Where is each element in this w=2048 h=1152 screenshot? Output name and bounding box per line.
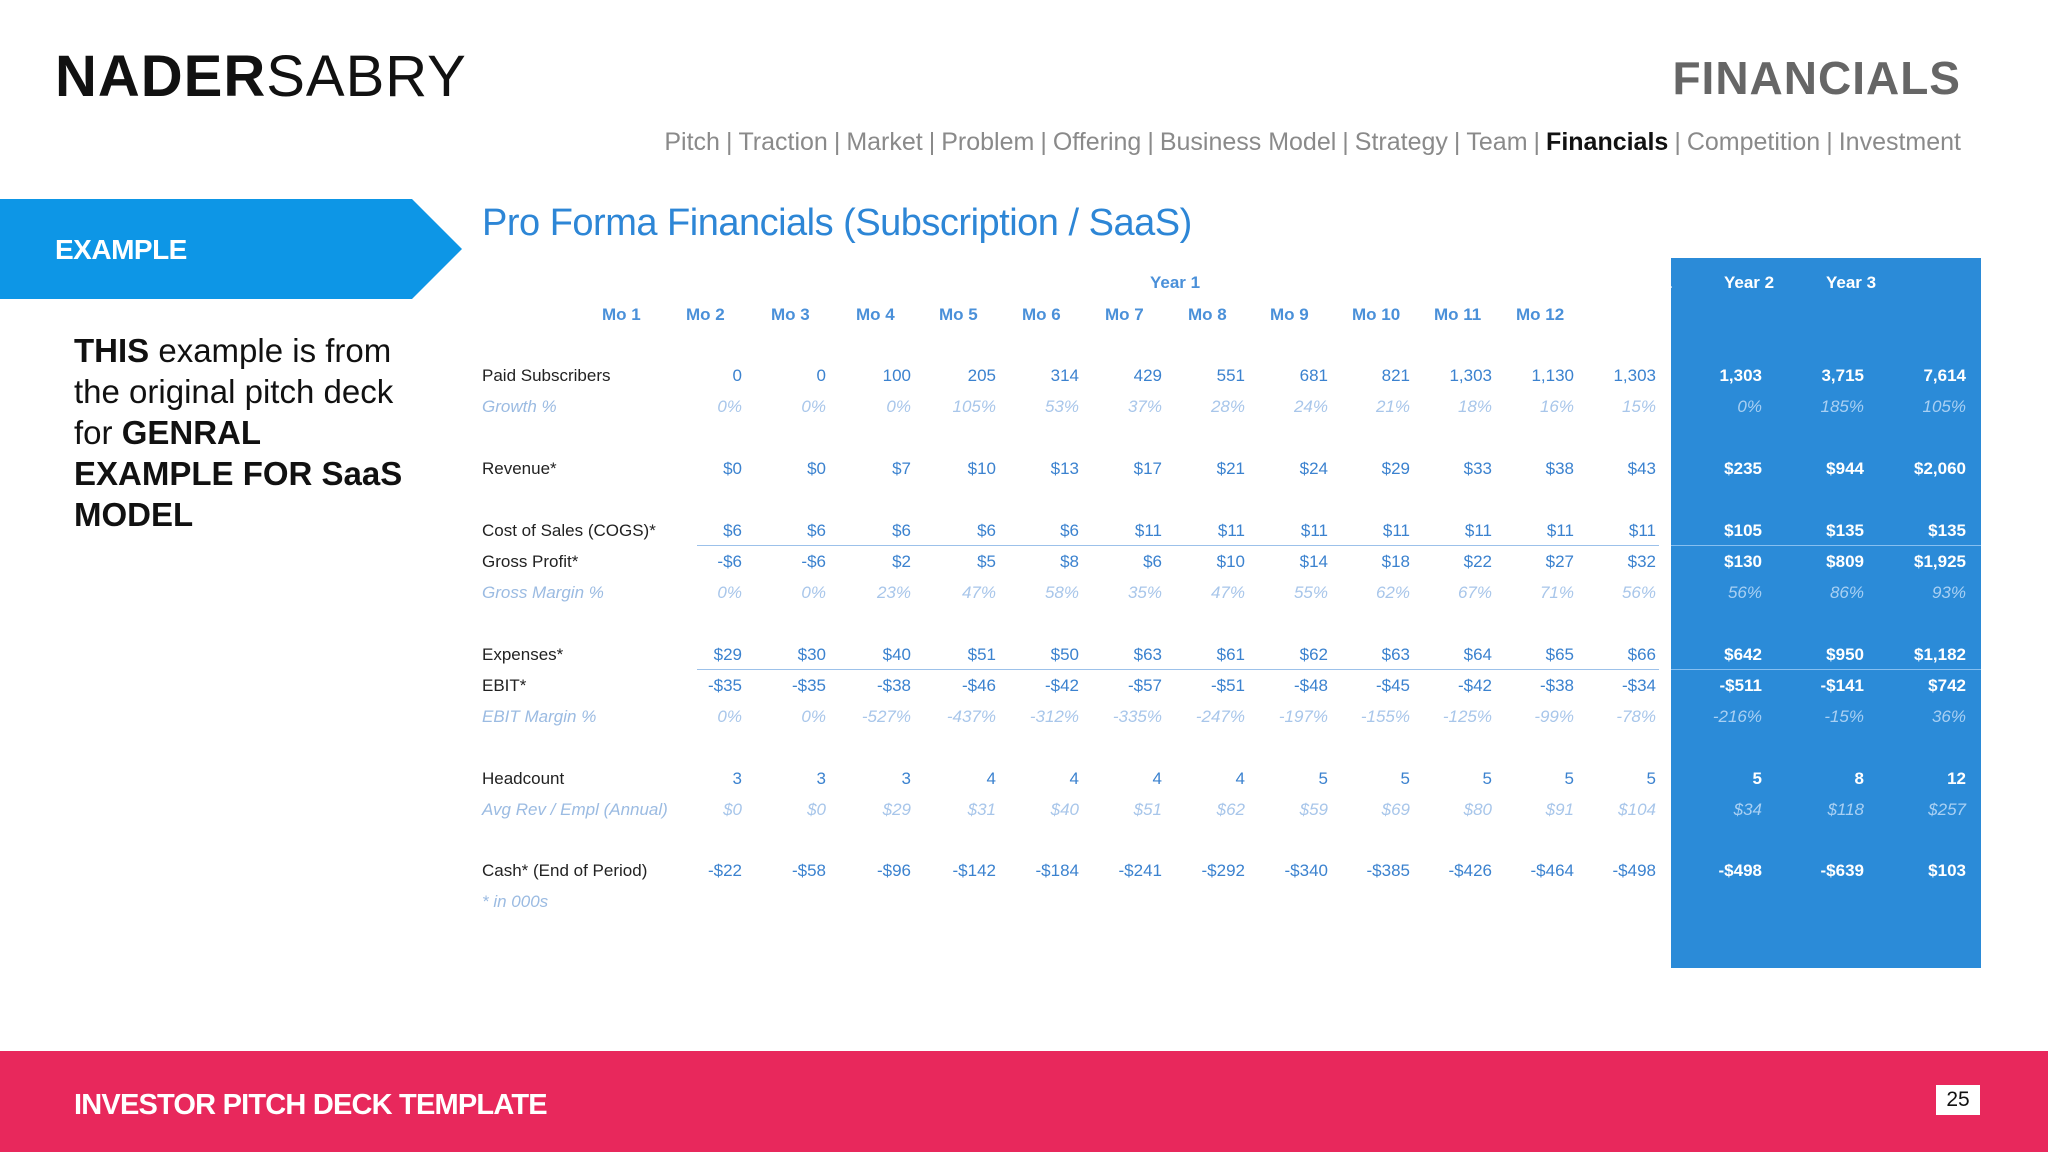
month-value: -197% bbox=[1278, 707, 1328, 726]
nav-separator: | bbox=[1040, 128, 1047, 156]
month-value: 0% bbox=[717, 583, 742, 602]
year-value: $135 bbox=[1826, 521, 1864, 540]
nav-item-offering[interactable]: Offering bbox=[1052, 128, 1142, 156]
month-value: $17 bbox=[1133, 459, 1162, 478]
month-value: $43 bbox=[1627, 459, 1656, 478]
month-value: $66 bbox=[1627, 645, 1656, 664]
year-value: -$639 bbox=[1820, 861, 1864, 880]
month-value: 47% bbox=[1210, 583, 1245, 602]
month-value: 28% bbox=[1210, 397, 1245, 416]
month-value: 3 bbox=[732, 769, 742, 788]
month-value: $11 bbox=[1546, 521, 1574, 540]
nav-item-financials[interactable]: Financials bbox=[1546, 128, 1669, 156]
table-title: Pro Forma Financials (Subscription / SaaS) bbox=[482, 202, 1192, 244]
month-value: -247% bbox=[1195, 707, 1245, 726]
brand-name-light: SABRY bbox=[266, 44, 467, 109]
month-value: -$57 bbox=[1127, 676, 1162, 695]
nav-item-investment[interactable]: Investment bbox=[1838, 128, 1961, 156]
month-value: 16% bbox=[1539, 397, 1574, 416]
ribbon-label: EXAMPLE bbox=[55, 234, 187, 265]
month-value: -$96 bbox=[876, 861, 911, 880]
month-value: $6 bbox=[807, 521, 826, 540]
row-label: Cost of Sales (COGS)* bbox=[482, 521, 656, 540]
month-value: 5 bbox=[1482, 769, 1492, 788]
month-value: -$34 bbox=[1621, 676, 1656, 695]
footer-bar bbox=[0, 1051, 2048, 1152]
month-value: 47% bbox=[961, 583, 996, 602]
footer-label: INVESTOR PITCH DECK TEMPLATE bbox=[74, 1089, 547, 1121]
month-value: 105% bbox=[952, 397, 996, 416]
month-value: -$42 bbox=[1457, 676, 1492, 695]
month-value: $33 bbox=[1463, 459, 1492, 478]
month-value: 35% bbox=[1127, 583, 1162, 602]
year-value: 105% bbox=[1922, 397, 1966, 416]
month-value: $27 bbox=[1545, 552, 1574, 571]
year-value: $118 bbox=[1827, 800, 1864, 819]
year-value: 86% bbox=[1829, 583, 1864, 602]
month-value: $104 bbox=[1618, 800, 1656, 819]
month-value: $50 bbox=[1050, 645, 1079, 664]
year-value: $257 bbox=[1928, 800, 1966, 819]
year1-group-header: Year 1 bbox=[1150, 273, 1201, 292]
month-value: 67% bbox=[1457, 583, 1492, 602]
row-label: EBIT Margin % bbox=[482, 707, 597, 726]
year-value: $742 bbox=[1928, 676, 1966, 695]
month-value: 56% bbox=[1621, 583, 1656, 602]
month-value: $13 bbox=[1050, 459, 1079, 478]
row-label: Gross Profit* bbox=[482, 552, 579, 571]
month-value: 4 bbox=[1235, 769, 1245, 788]
month-value: $80 bbox=[1463, 800, 1492, 819]
month-value: -$426 bbox=[1448, 861, 1492, 880]
month-value: 0% bbox=[801, 397, 826, 416]
month-header: Mo 1 bbox=[602, 305, 641, 324]
month-value: $40 bbox=[882, 645, 911, 664]
month-value: $10 bbox=[967, 459, 996, 478]
year-value: 93% bbox=[1931, 583, 1966, 602]
nav-separator: | bbox=[1533, 128, 1541, 156]
month-value: $91 bbox=[1545, 800, 1574, 819]
month-value: 1,303 bbox=[1613, 366, 1656, 385]
month-value: 3 bbox=[816, 769, 826, 788]
nav-separator: | bbox=[1826, 128, 1833, 156]
table-rule bbox=[697, 545, 1659, 546]
month-value: $65 bbox=[1545, 645, 1574, 664]
year-header: Year 3 bbox=[1826, 273, 1877, 292]
month-value: 24% bbox=[1293, 397, 1328, 416]
table-footnote: * in 000s bbox=[482, 892, 549, 911]
row-label: Expenses* bbox=[482, 645, 564, 664]
year-value: $809 bbox=[1826, 552, 1864, 571]
nav-separator: | bbox=[928, 128, 936, 156]
month-value: -$464 bbox=[1530, 861, 1574, 880]
year-value: 3,715 bbox=[1821, 366, 1864, 385]
month-value: $11 bbox=[1464, 521, 1492, 540]
month-value: 3 bbox=[901, 769, 911, 788]
nav-separator: | bbox=[1674, 128, 1681, 156]
month-value: -$45 bbox=[1375, 676, 1410, 695]
month-header: Mo 8 bbox=[1188, 305, 1227, 324]
month-value: $64 bbox=[1463, 645, 1492, 664]
month-value: -$51 bbox=[1210, 676, 1245, 695]
month-value: $7 bbox=[892, 459, 911, 478]
month-value: -155% bbox=[1360, 707, 1410, 726]
month-value: 5 bbox=[1564, 769, 1574, 788]
year-value: $944 bbox=[1826, 459, 1864, 478]
note-lead: THIS bbox=[74, 332, 150, 369]
month-value: -$6 bbox=[801, 552, 826, 571]
nav-item-market[interactable]: Market bbox=[846, 128, 923, 156]
month-value: 681 bbox=[1299, 366, 1328, 385]
month-value: $61 bbox=[1216, 645, 1245, 664]
month-value: -$35 bbox=[791, 676, 826, 695]
month-value: 429 bbox=[1133, 366, 1162, 385]
month-value: $14 bbox=[1299, 552, 1328, 571]
month-value: -$38 bbox=[876, 676, 911, 695]
year-value: $135 bbox=[1928, 521, 1966, 540]
row-label: Avg Rev / Empl (Annual) bbox=[482, 800, 668, 819]
month-value: $59 bbox=[1299, 800, 1328, 819]
year-value: 0% bbox=[1737, 397, 1762, 416]
year-value: $642 bbox=[1724, 645, 1762, 664]
month-value: 53% bbox=[1044, 397, 1079, 416]
month-value: 5 bbox=[1646, 769, 1656, 788]
month-value: $29 bbox=[713, 645, 742, 664]
year-value: 1,303 bbox=[1719, 366, 1762, 385]
month-value: 71% bbox=[1539, 583, 1574, 602]
month-value: $21 bbox=[1216, 459, 1245, 478]
month-value: $11 bbox=[1217, 521, 1245, 540]
month-value: $51 bbox=[1133, 800, 1162, 819]
month-value: 314 bbox=[1050, 366, 1079, 385]
table-rule bbox=[1671, 669, 1981, 670]
month-value: $5 bbox=[977, 552, 996, 571]
row-label: Revenue* bbox=[482, 459, 557, 478]
row-label: Growth % bbox=[482, 397, 557, 416]
nav-item-problem[interactable]: Problem bbox=[941, 128, 1035, 156]
nav-item-business-model[interactable]: Business Model bbox=[1159, 128, 1337, 156]
month-header: Mo 7 bbox=[1105, 305, 1144, 324]
month-value: 4 bbox=[1069, 769, 1079, 788]
month-header: Mo 2 bbox=[686, 305, 725, 324]
month-value: -335% bbox=[1112, 707, 1162, 726]
month-value: $62 bbox=[1299, 645, 1328, 664]
table-rule bbox=[1671, 545, 1981, 546]
nav-item-team[interactable]: Team bbox=[1466, 128, 1528, 156]
month-value: -$6 bbox=[717, 552, 742, 571]
year-value: 56% bbox=[1727, 583, 1762, 602]
month-value: -$42 bbox=[1044, 676, 1079, 695]
nav-separator: | bbox=[1453, 128, 1461, 156]
row-label: Cash* (End of Period) bbox=[482, 861, 648, 880]
year-value: 36% bbox=[1931, 707, 1966, 726]
month-value: 0% bbox=[717, 397, 742, 416]
month-value: $51 bbox=[967, 645, 996, 664]
row-label: EBIT* bbox=[482, 676, 527, 695]
year-header: Year 2 bbox=[1724, 273, 1775, 292]
month-value: -$38 bbox=[1539, 676, 1574, 695]
month-value: $29 bbox=[882, 800, 911, 819]
month-header: Mo 4 bbox=[856, 305, 895, 324]
month-header: Mo 12 bbox=[1516, 305, 1565, 324]
nav-item-pitch[interactable]: Pitch bbox=[664, 128, 720, 156]
month-value: 205 bbox=[967, 366, 996, 385]
nav-separator: | bbox=[1342, 128, 1349, 156]
year-value: $103 bbox=[1928, 861, 1966, 880]
row-label: Headcount bbox=[482, 769, 565, 788]
year-value: $105 bbox=[1724, 521, 1762, 540]
month-value: -$48 bbox=[1293, 676, 1328, 695]
month-value: $6 bbox=[1143, 552, 1162, 571]
year-value: $1,925 bbox=[1914, 552, 1966, 571]
month-value: -$22 bbox=[707, 861, 742, 880]
month-value: 58% bbox=[1044, 583, 1079, 602]
month-value: $11 bbox=[1134, 521, 1162, 540]
month-value: -$498 bbox=[1612, 861, 1656, 880]
month-value: $0 bbox=[723, 459, 742, 478]
month-value: -78% bbox=[1616, 707, 1656, 726]
month-value: $63 bbox=[1381, 645, 1410, 664]
month-value: $38 bbox=[1545, 459, 1574, 478]
month-value: 1,303 bbox=[1449, 366, 1492, 385]
month-value: 1,130 bbox=[1531, 366, 1574, 385]
month-value: 21% bbox=[1375, 397, 1410, 416]
month-value: $31 bbox=[967, 800, 996, 819]
note-text: example is from the original pitch deck for bbox=[74, 332, 394, 451]
month-value: -$340 bbox=[1284, 861, 1328, 880]
month-value: $11 bbox=[1382, 521, 1410, 540]
month-value: $24 bbox=[1299, 459, 1328, 478]
month-value: 0 bbox=[732, 366, 742, 385]
month-value: 37% bbox=[1127, 397, 1162, 416]
month-value: 0% bbox=[801, 583, 826, 602]
year-value: $1,182 bbox=[1914, 645, 1966, 664]
month-value: 0 bbox=[816, 366, 826, 385]
year-value: -216% bbox=[1712, 707, 1762, 726]
nav-separator: | bbox=[725, 128, 733, 156]
month-value: $10 bbox=[1216, 552, 1245, 571]
year-value: $2,060 bbox=[1914, 459, 1966, 478]
month-value: -437% bbox=[946, 707, 996, 726]
month-header: Mo 10 bbox=[1352, 305, 1401, 324]
month-value: -$184 bbox=[1035, 861, 1079, 880]
month-value: -$46 bbox=[961, 676, 996, 695]
month-value: $63 bbox=[1133, 645, 1162, 664]
month-value: $6 bbox=[977, 521, 996, 540]
month-value: -125% bbox=[1442, 707, 1492, 726]
month-value: $32 bbox=[1627, 552, 1656, 571]
month-value: -527% bbox=[861, 707, 911, 726]
month-value: $11 bbox=[1628, 521, 1656, 540]
month-value: 551 bbox=[1216, 366, 1245, 385]
month-value: -312% bbox=[1029, 707, 1079, 726]
month-value: 5 bbox=[1400, 769, 1410, 788]
year-value: $34 bbox=[1733, 800, 1762, 819]
month-header: Mo 3 bbox=[771, 305, 810, 324]
month-value: 23% bbox=[876, 583, 911, 602]
month-value: $11 bbox=[1300, 521, 1328, 540]
brand-name-bold: NADER bbox=[55, 44, 267, 109]
month-value: 0% bbox=[717, 707, 742, 726]
month-value: -$292 bbox=[1201, 861, 1245, 880]
nav-item-traction[interactable]: Traction bbox=[738, 128, 828, 156]
month-value: -$35 bbox=[707, 676, 742, 695]
year-value: $950 bbox=[1826, 645, 1864, 664]
year-value: -$498 bbox=[1718, 861, 1762, 880]
month-value: 4 bbox=[986, 769, 996, 788]
year-value: 7,614 bbox=[1923, 366, 1966, 385]
row-label: Paid Subscribers bbox=[482, 366, 611, 385]
month-value: $29 bbox=[1381, 459, 1410, 478]
nav-item-competition[interactable]: Competition bbox=[1686, 128, 1821, 156]
month-value: $0 bbox=[807, 459, 826, 478]
month-value: $6 bbox=[723, 521, 742, 540]
month-header: Mo 9 bbox=[1270, 305, 1309, 324]
month-value: 100 bbox=[882, 366, 911, 385]
nav-separator: | bbox=[833, 128, 841, 156]
month-value: $22 bbox=[1463, 552, 1492, 571]
month-header: Mo 11 bbox=[1434, 305, 1482, 324]
month-value: -$241 bbox=[1118, 861, 1162, 880]
month-value: $8 bbox=[1060, 552, 1079, 571]
year-value: 5 bbox=[1752, 769, 1762, 788]
month-value: $40 bbox=[1050, 800, 1079, 819]
row-label: Gross Margin % bbox=[482, 583, 604, 602]
month-value: 18% bbox=[1457, 397, 1492, 416]
month-value: $6 bbox=[892, 521, 911, 540]
month-value: -$58 bbox=[791, 861, 826, 880]
year-value: 12 bbox=[1947, 769, 1966, 788]
month-value: 55% bbox=[1293, 583, 1328, 602]
month-value: $69 bbox=[1381, 800, 1410, 819]
month-value: 0% bbox=[886, 397, 911, 416]
month-value: 0% bbox=[801, 707, 826, 726]
year-value: 8 bbox=[1854, 769, 1864, 788]
year-value: 185% bbox=[1820, 397, 1864, 416]
month-value: -$385 bbox=[1366, 861, 1410, 880]
note-emphasis: GENRAL EXAMPLE FOR SaaS MODEL bbox=[74, 414, 403, 533]
month-value: $2 bbox=[892, 552, 911, 571]
month-value: -$142 bbox=[952, 861, 996, 880]
page-number: 25 bbox=[1936, 1085, 1980, 1115]
month-value: -99% bbox=[1534, 707, 1574, 726]
month-value: $62 bbox=[1216, 800, 1245, 819]
section-title: FINANCIALS bbox=[1672, 52, 1961, 104]
month-value: 4 bbox=[1152, 769, 1162, 788]
month-value: $6 bbox=[1060, 521, 1079, 540]
month-value: $18 bbox=[1381, 552, 1410, 571]
year-header: Year 1 bbox=[1622, 273, 1673, 292]
month-value: 15% bbox=[1621, 397, 1656, 416]
year-value: -$511 bbox=[1719, 676, 1762, 695]
month-value: 821 bbox=[1381, 366, 1410, 385]
year-value: $130 bbox=[1724, 552, 1762, 571]
year-value: -$141 bbox=[1820, 676, 1864, 695]
month-value: 5 bbox=[1318, 769, 1328, 788]
nav-separator: | bbox=[1147, 128, 1154, 156]
month-value: $0 bbox=[723, 800, 742, 819]
year-value: -15% bbox=[1824, 707, 1864, 726]
year-value: $235 bbox=[1724, 459, 1762, 478]
table-rule bbox=[697, 669, 1659, 670]
month-header: Mo 6 bbox=[1022, 305, 1061, 324]
nav-item-strategy[interactable]: Strategy bbox=[1354, 128, 1448, 156]
month-value: $30 bbox=[797, 645, 826, 664]
month-header: Mo 5 bbox=[939, 305, 978, 324]
month-value: $0 bbox=[807, 800, 826, 819]
month-value: 62% bbox=[1375, 583, 1410, 602]
